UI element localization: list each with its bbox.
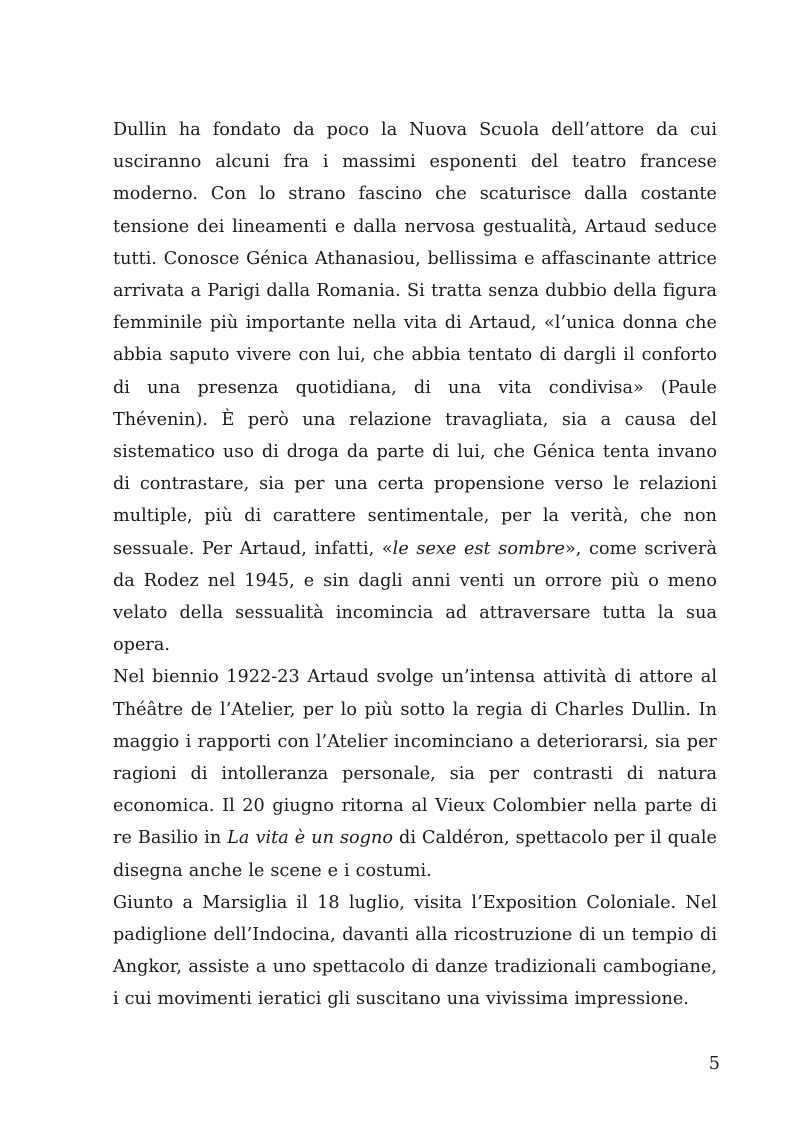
paragraph-1-italic-quote: le sexe est sombre bbox=[392, 538, 565, 559]
page-body bbox=[113, 114, 717, 1016]
paragraph-1-text: Dullin ha fondato da poco la Nuova Scuola dell’attore da cui usciranno alcuni fra i massimi esponenti del teatro francese moderno. Con lo strano fascino che scaturisce dalla costante tensione dei lineamenti e dalla nervosa gestualità, Artaud seduce tutti. Conosce Génica Athanasiou, bellissima e affascinante attrice arrivata a Parigi dalla Romania. Si tratta senza dubbio della figura femminile più importante nella vita di Artaud, «l’unica donna che abbia saputo vivere con lui, che abbia tentato di dargli il conforto di una presenza quotidiana, di una vita condivisa» (Paule Thévenin). È però una relazione travagliata, sia a causa del sistematico uso di droga da parte di lui, che Génica tenta invano di contrastare, sia per una certa propensione verso le relazioni multiple, più di carattere sentimentale, per la verità, che non sessuale. Per Artaud, infatti, « bbox=[113, 120, 717, 559]
paragraph-2-text-end: di Caldéron, spettacolo per il quale disegna anche le scene e i costumi. bbox=[113, 828, 718, 881]
paragraph-3 bbox=[113, 887, 717, 1016]
paragraph-2-text: Nel biennio 1922-23 Artaud svolge un’intensa attività di attore al Théâtre de l’Atelier, per lo più sotto la regia di Charles Dullin. In maggio i rapporti con l’Atelier incominciano a deteriorarsi, sia per ragioni di intolleranza personale, sia per contrasti di natura economica. Il 20 giugno ritorna al Vieux Colombier nella parte di re Basilio in bbox=[113, 667, 717, 849]
page-number: 5 bbox=[708, 1054, 720, 1074]
paragraph-1 bbox=[113, 114, 717, 661]
paragraph-2 bbox=[113, 661, 717, 886]
paragraph-1-text-end: », come scriverà da Rodez nel 1945, e sin dagli anni venti un orrore più o meno velato della sessualità incomincia ad attraversare tutta la sua opera. bbox=[113, 538, 717, 656]
paragraph-3-text: Giunto a Marsiglia il 18 luglio, visita l’Exposition Coloniale. Nel padiglione dell’Indocina, davanti alla ricostruzione di un tempio di Angkor, assiste a uno spettacolo di danze tradizionali cambogiane, i cui movimenti ieratici gli suscitano una vivissima impressione. bbox=[113, 892, 717, 1010]
paragraph-2-italic-title: La vita è un sogno bbox=[227, 828, 394, 849]
